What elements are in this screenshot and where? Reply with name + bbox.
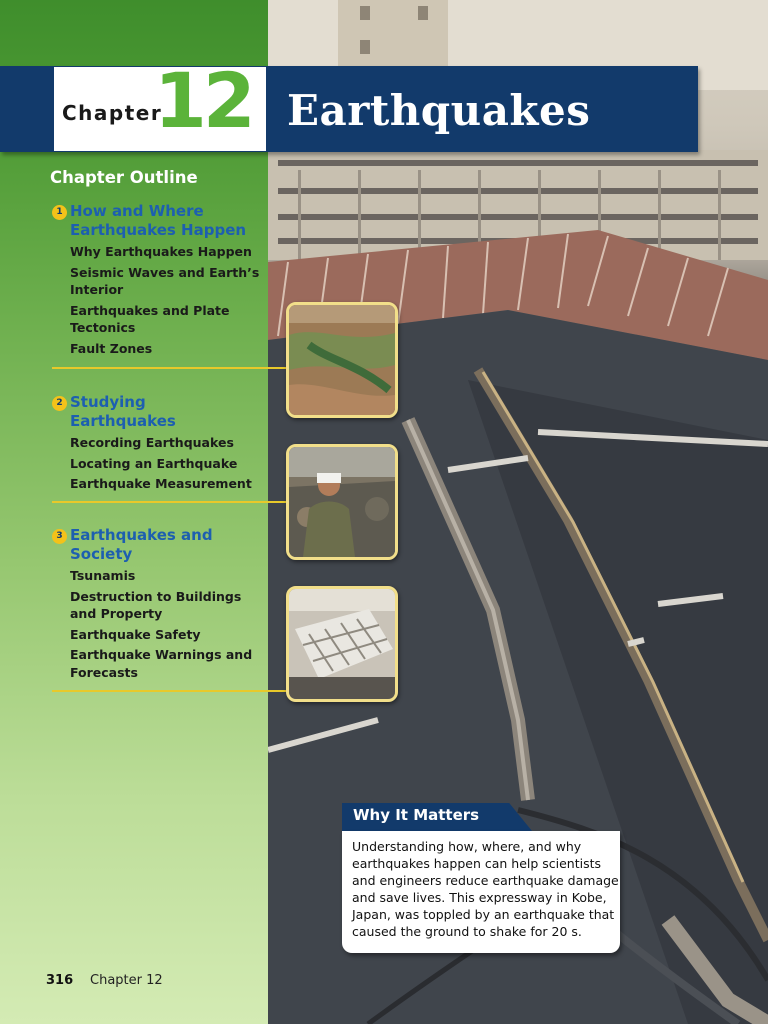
outline-item[interactable]: Why Earthquakes Happen: [70, 244, 252, 259]
section-divider: [52, 690, 288, 692]
injured-man-thumbnail: [286, 444, 398, 560]
section-number-badge: 3: [52, 529, 67, 544]
why-it-matters-label: Why It Matters: [353, 806, 480, 824]
section-title[interactable]: How and Where Earthquakes Happen: [70, 202, 247, 239]
outline-section-1: [52, 202, 268, 357]
section-divider: [52, 367, 288, 369]
outline-item[interactable]: Earthquake Warnings and Forecasts: [70, 647, 253, 680]
chapter-number: 12: [154, 56, 252, 145]
chapter-outline-sidebar: [0, 0, 268, 1024]
page-title: Earthquakes: [287, 86, 591, 135]
outline-item[interactable]: Earthquake Measurement: [70, 476, 252, 491]
section-number-badge: 1: [52, 205, 67, 220]
aerial-fault-thumbnail: [286, 302, 398, 418]
outline-item[interactable]: Earthquakes and Plate Tectonics: [70, 302, 230, 335]
section-title[interactable]: Studying Earthquakes: [70, 393, 176, 430]
page-number: 316: [46, 973, 74, 988]
chapter-label-box: [54, 56, 266, 151]
collapsed-building-thumbnail: [286, 586, 398, 702]
outline-item[interactable]: Seismic Waves and Earth’s Interior: [70, 264, 260, 297]
why-it-matters-text: Understanding how, where, and why earthquakes happen can help scientists and engineers reduce earthquake damage and save lives. This expressway in Kobe, Japan, was toppled by an earthquake that caused the ground to shake for 20 s.: [352, 839, 619, 939]
section-divider: [52, 501, 288, 503]
outline-item[interactable]: Destruction to Buildings and Property: [70, 588, 242, 621]
outline-item[interactable]: Locating an Earthquake: [70, 455, 238, 471]
outline-title: Chapter Outline: [50, 168, 198, 187]
outline-item[interactable]: Tsunamis: [70, 568, 136, 583]
outline-item[interactable]: Fault Zones: [70, 340, 153, 356]
outline-section-2: [52, 393, 268, 493]
chapter-word: Chapter: [62, 101, 163, 125]
outline-item[interactable]: Recording Earthquakes: [70, 435, 234, 450]
footer-chapter-label: Chapter 12: [90, 973, 163, 988]
outline-section-3: [52, 526, 268, 681]
section-number-badge: 2: [52, 396, 67, 411]
section-title[interactable]: Earthquakes and Society: [70, 526, 213, 563]
outline-item[interactable]: Earthquake Safety: [70, 626, 201, 642]
